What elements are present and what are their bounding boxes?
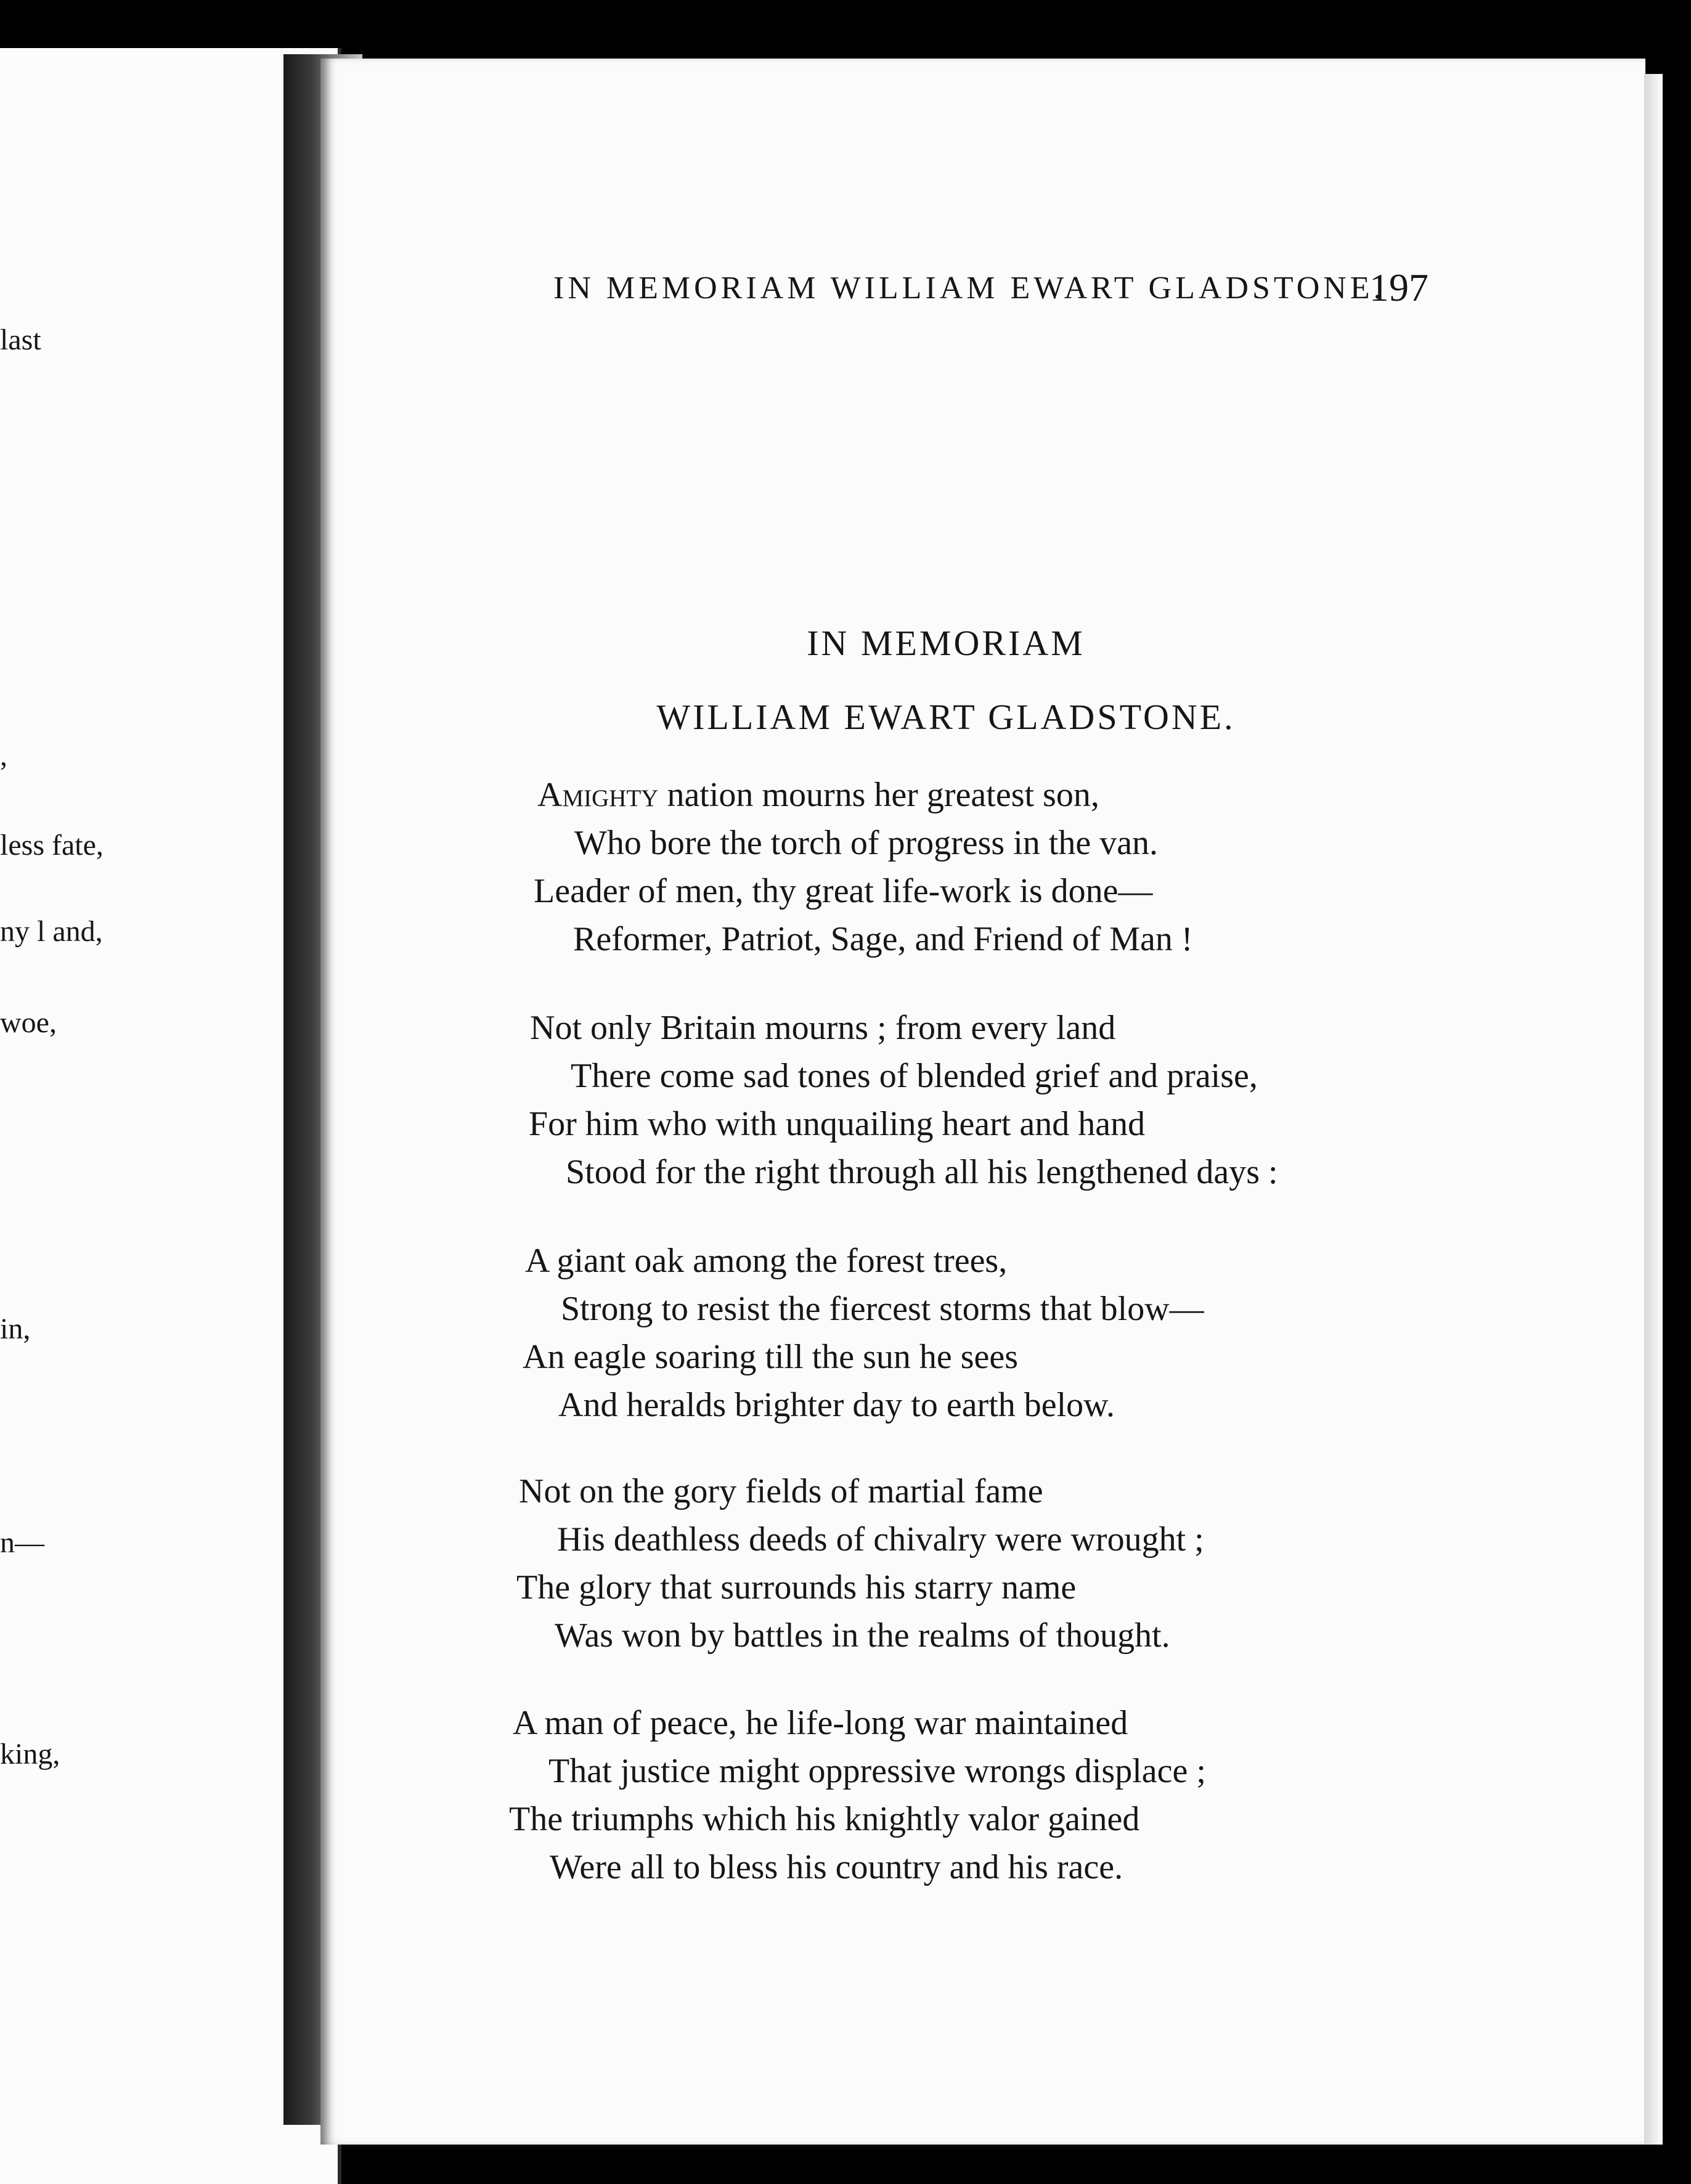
- verse-line: Who bore the torch of progress in the van.: [574, 824, 1159, 862]
- left-page-fragment: last: [0, 324, 41, 356]
- verse-line: A man of peace, he life-long war maintained: [513, 1704, 1128, 1742]
- verse-line: For him who with unquailing heart and hand: [529, 1105, 1146, 1143]
- left-page-fragment: woe,: [0, 1006, 57, 1039]
- poem-title-line-2: WILLIAM EWART GLADSTONE.: [656, 697, 1236, 737]
- verse-line: Reformer, Patriot, Sage, and Friend of Man !: [573, 920, 1193, 958]
- verse-line: Were all to bless his country and his race.: [550, 1848, 1123, 1886]
- small-caps-word: mighty: [562, 776, 659, 814]
- poem-title-line-1: IN MEMORIAM: [807, 623, 1085, 663]
- running-head: IN MEMORIAM WILLIAM EWART GLADSTONE.: [553, 271, 1385, 306]
- verse-line: Not only Britain mourns ; from every land: [530, 1009, 1116, 1047]
- right-page-edge: [1644, 74, 1663, 2145]
- verse-line: That justice might oppressive wrongs displace ;: [548, 1752, 1206, 1790]
- verse-line: Leader of men, thy great life-work is done—: [534, 872, 1153, 910]
- verse-line: And heralds brighter day to earth below.: [558, 1386, 1115, 1424]
- verse-line: There come sad tones of blended grief and praise,: [571, 1057, 1258, 1095]
- verse-line: His deathless deeds of chivalry were wrought ;: [557, 1520, 1204, 1559]
- verse-line: Not on the gory fields of martial fame: [519, 1472, 1043, 1510]
- drop-word: A: [537, 776, 563, 814]
- left-page-fragment: king,: [0, 1738, 60, 1770]
- verse-line: The glory that surrounds his starry name: [516, 1568, 1077, 1607]
- left-page-fragment: n—: [0, 1526, 44, 1559]
- verse-line: The triumphs which his knightly valor gained: [509, 1800, 1140, 1838]
- page-number: 197: [1369, 266, 1428, 309]
- verse-line: Strong to resist the fiercest storms that blow—: [561, 1290, 1204, 1328]
- left-page-fragment: in,: [0, 1313, 31, 1345]
- verse-line: Amighty nation mourns her greatest son,: [537, 776, 1099, 814]
- verse-line: Stood for the right through all his lengthened days :: [566, 1153, 1278, 1191]
- verse-line: A giant oak among the forest trees,: [525, 1242, 1008, 1280]
- verse-line: Was won by battles in the realms of thought.: [555, 1616, 1170, 1655]
- verse-line: An eagle soaring till the sun he sees: [523, 1338, 1019, 1376]
- left-page-fragment: ,: [0, 740, 7, 772]
- left-page-fragment: ny l and,: [0, 915, 103, 948]
- left-page-fragment: less fate,: [0, 829, 104, 862]
